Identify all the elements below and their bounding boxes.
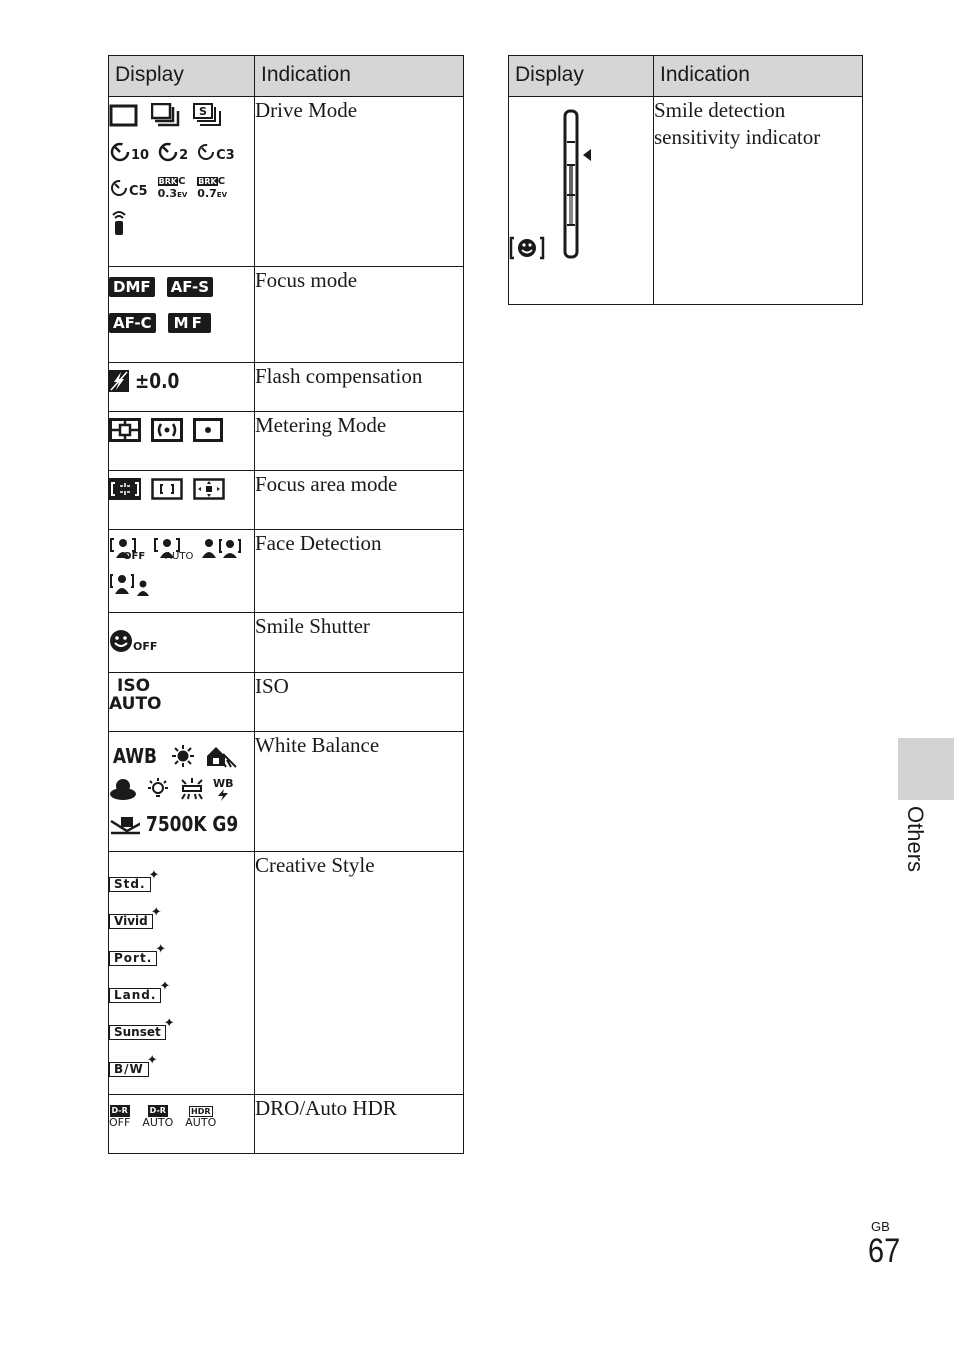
speed-priority-continuous-icon (193, 103, 223, 127)
continuous-shooting-icon (151, 103, 181, 127)
indication-iso: ISO (255, 673, 464, 732)
indication-smile-shutter: Smile Shutter (255, 613, 464, 673)
focus-area-mode-icons (109, 471, 255, 530)
ev-value: 0.3 (157, 186, 178, 200)
face-detection-registered-icon (201, 536, 241, 562)
sparkle-icon: ✦ (163, 1016, 175, 1031)
table-header-row (109, 56, 464, 97)
smile-shutter-display (109, 613, 255, 673)
ev-unit: EV (177, 190, 188, 199)
left-indicator-table (108, 55, 464, 1154)
ev-unit: EV (216, 190, 227, 199)
wide-focus-area-icon (109, 478, 141, 500)
flexible-spot-focus-icon (193, 478, 225, 500)
color-temperature-icon (109, 813, 140, 835)
incandescent-icon (145, 776, 171, 802)
iso-label: ISO (117, 676, 151, 696)
ev-value: 0.7 (197, 186, 217, 200)
table-row (109, 530, 464, 613)
bracket-0.3ev-icon (158, 174, 188, 201)
sparkle-icon: ✦ (155, 942, 167, 957)
drive-mode-icons (109, 97, 255, 267)
smile-detection-icon (509, 235, 545, 261)
brk-c-label: C (217, 175, 226, 187)
table-row (109, 1095, 464, 1154)
page-number: 67 (868, 1232, 901, 1270)
indication-creative-style: Creative Style (255, 852, 464, 1095)
timer-seconds-label: 10 (131, 148, 150, 163)
auto-hdr-icon (185, 1106, 216, 1129)
svg-text:S: S (199, 105, 207, 118)
table-row (109, 363, 464, 412)
sensitivity-scale-icon (559, 109, 605, 261)
wb-label: WB (213, 776, 234, 790)
white-balance-icons (109, 732, 255, 852)
brk-label: BRK (198, 176, 217, 186)
registered-faces-priority-icon (109, 572, 151, 598)
flash-compensation-display (109, 363, 255, 412)
table-row (109, 267, 464, 363)
creative-style-bw-icon: B/W (109, 1062, 149, 1077)
flash-compensation-value: ±0.0 (135, 369, 180, 393)
self-timer-continuous-5-icon (109, 175, 148, 199)
right-indicator-table (508, 55, 863, 305)
page-region-code: GB (871, 1219, 890, 1234)
indication-drive-mode: Drive Mode (255, 97, 464, 267)
timer-seconds-label: 2 (179, 148, 189, 163)
cloudy-icon (109, 778, 137, 800)
center-weighted-metering-icon (151, 418, 183, 442)
indication-column-header: Indication (255, 56, 464, 97)
table-row (109, 852, 464, 1095)
auto-label: AUTO (142, 1116, 174, 1129)
smile-shutter-icon (109, 629, 133, 653)
flash-wb-icon (213, 778, 234, 801)
creative-style-icons (109, 852, 255, 1095)
timer-count-label: C5 (129, 184, 148, 199)
sparkle-icon: ✦ (159, 979, 171, 994)
bracket-0.7ev-icon (197, 174, 227, 201)
sparkle-icon: ✦ (146, 1053, 158, 1068)
display-column-header: Display (509, 56, 654, 97)
indication-metering-mode: Metering Mode (255, 412, 464, 471)
face-detection-off-icon (109, 536, 145, 562)
indication-column-header: Indication (654, 56, 863, 97)
smile-sensitivity-display (509, 97, 654, 305)
self-timer-2s-icon (157, 139, 188, 163)
creative-style-portrait-icon: Port. (109, 951, 157, 966)
dro-auto-icon (142, 1105, 173, 1129)
sparkle-icon: ✦ (148, 868, 160, 883)
self-timer-10s-icon (109, 139, 149, 163)
off-label: OFF (123, 551, 146, 562)
dmf-icon: DMF (109, 277, 155, 297)
face-detection-icons (109, 530, 255, 613)
creative-style-sunset-icon: Sunset (109, 1025, 166, 1040)
indication-white-balance: White Balance (255, 732, 464, 852)
color-temperature-value: 7500K G9 (145, 812, 238, 836)
auto-label: AUTO (109, 694, 162, 714)
section-tab (898, 738, 954, 800)
dr-label: D-R (149, 1106, 166, 1115)
multi-metering-icon (109, 418, 141, 442)
off-label: OFF (133, 640, 158, 653)
table-header-row (509, 56, 863, 97)
face-detection-auto-icon (153, 536, 193, 562)
self-timer-continuous-3-icon (196, 139, 235, 163)
fluorescent-icon (179, 777, 205, 801)
table-row (109, 471, 464, 530)
iso-display (109, 673, 255, 732)
auto-label: AUTO (185, 1115, 217, 1129)
section-tab-label: Others (903, 806, 928, 873)
indication-face-detection: Face Detection (255, 530, 464, 613)
hdr-label: HDR (191, 1106, 211, 1116)
off-label: OFF (109, 1116, 131, 1129)
dr-label: D-R (111, 1106, 128, 1115)
creative-style-vivid-icon: Vivid (109, 914, 153, 929)
dro-off-icon (109, 1105, 130, 1129)
spot-metering-icon (193, 418, 223, 442)
af-c-icon: AF-C (109, 313, 156, 333)
brk-label: BRK (158, 176, 178, 186)
creative-style-landscape-icon: Land. (109, 988, 161, 1003)
indication-flash-compensation: Flash compensation (255, 363, 464, 412)
indication-focus-mode: Focus mode (255, 267, 464, 363)
single-shooting-icon (109, 103, 139, 127)
daylight-icon (171, 744, 195, 768)
iso-auto-icon (109, 673, 254, 713)
metering-mode-icons (109, 412, 255, 471)
timer-count-label: C3 (216, 148, 235, 163)
flash-compensation-icon (109, 370, 129, 392)
table-row (109, 412, 464, 471)
mf-icon: MF (168, 313, 211, 333)
table-row (109, 732, 464, 852)
awb-icon: AWB (112, 744, 157, 768)
shade-icon (205, 744, 237, 768)
indication-dro-auto-hdr: DRO/Auto HDR (255, 1095, 464, 1154)
focus-mode-icons (109, 267, 255, 363)
remote-commander-icon (109, 209, 129, 237)
table-row (109, 97, 464, 267)
table-row (109, 613, 464, 673)
sparkle-icon: ✦ (150, 905, 162, 920)
center-focus-area-icon (151, 478, 183, 500)
auto-label: AUTO (165, 551, 194, 562)
creative-style-standard-icon: Std. (109, 877, 151, 892)
indication-focus-area-mode: Focus area mode (255, 471, 464, 530)
brk-c-label: C (178, 175, 186, 187)
dro-hdr-icons (109, 1095, 255, 1154)
display-column-header: Display (109, 56, 255, 97)
indication-smile-sensitivity: Smile detection sensitivity indicator (654, 97, 863, 305)
table-row (509, 97, 863, 305)
af-s-icon: AF-S (167, 277, 213, 297)
table-row (109, 673, 464, 732)
